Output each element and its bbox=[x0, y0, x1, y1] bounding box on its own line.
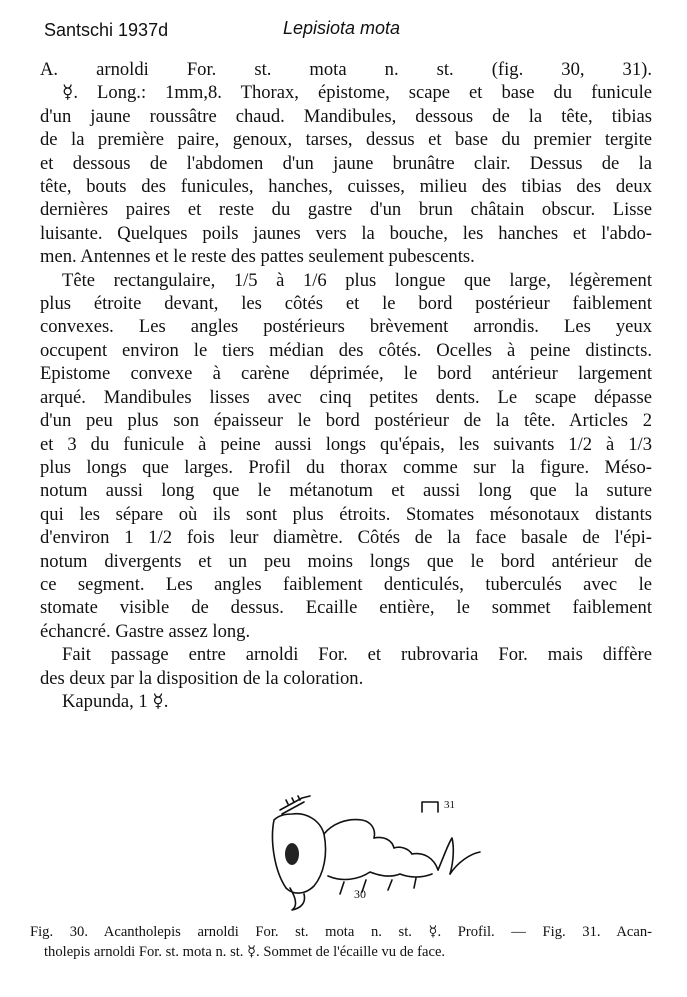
description-text bbox=[40, 58, 652, 713]
source-reference: Santschi 1937d bbox=[44, 20, 169, 40]
text-line: d'un jaune roussâtre chaud. Mandibules, dessous de la tête, tibias bbox=[40, 105, 652, 127]
text-line: tête, bouts des funicules, hanches, cuisses, milieu des tibias des deux bbox=[40, 176, 652, 198]
text-line: occupent environ le tiers médian des côtés. Ocelles à peine distincts. bbox=[40, 339, 652, 361]
text-line: et dessous de l'abdomen d'un jaune brunâtre clair. Dessus de la bbox=[40, 152, 652, 174]
text-line: stomate visible de dessus. Ecaille entière, le sommet faiblement bbox=[40, 597, 652, 619]
text-line: notum divergents et un peu moins longs que le bord antérieur de bbox=[40, 550, 652, 572]
eye-mark bbox=[285, 843, 299, 865]
text-line: qui les sépare où ils sont plus étroits. Stomates mésonotaux distants bbox=[40, 503, 652, 525]
text-line: convexes. Les angles postérieurs brèvement arrondis. Les yeux bbox=[40, 316, 652, 338]
text-line: men. Antennes et le reste des pattes seulement pubescents. bbox=[40, 246, 475, 268]
figure-label-31: 31 bbox=[444, 799, 455, 811]
text-line: d'un peu plus son épaisseur le bord postérieur de la tête. Articles 2 bbox=[40, 410, 652, 432]
text-line: Epistome convexe à carène déprimée, le bord antérieur largement bbox=[40, 363, 652, 385]
caption-line: tholepis arnoldi For. st. mota n. st. ☿. Sommet de l'écaille vu de face. bbox=[44, 944, 446, 960]
text-line: ce segment. Les angles faiblement denticulés, tuberculés avec le bbox=[40, 573, 652, 595]
text-line: échancré. Gastre assez long. bbox=[40, 620, 251, 642]
text-line: d'environ 1 1/2 fois leur diamètre. Côtés de la face basale de l'épi- bbox=[40, 527, 652, 549]
text-line: arqué. Mandibules lisses avec cinq petites dents. Le scape dépasse bbox=[40, 386, 652, 408]
figure-label-30: 30 bbox=[354, 887, 366, 901]
text-line: notum aussi long que le métanotum et aussi long que la suture bbox=[40, 480, 652, 502]
taxon-name: Lepisiota mota bbox=[283, 18, 401, 38]
text-line: et 3 du funicule à peine aussi longs qu'épais, les suivants 1/2 à 1/3 bbox=[40, 433, 652, 455]
figure-caption bbox=[30, 922, 652, 962]
text-line: Kapunda, 1 ☿. bbox=[62, 690, 169, 712]
text-line: luisante. Quelques poils jaunes vers la bouche, les hanches et l'abdo- bbox=[40, 222, 652, 244]
ant-profile-figure bbox=[262, 790, 482, 916]
text-line: plus longs que larges. Profil du thorax comme sur la figure. Méso- bbox=[40, 456, 652, 478]
text-line: Fait passage entre arnoldi For. et rubrovaria For. mais diffère bbox=[62, 644, 652, 666]
text-line: ☿. Long.: 1mm,8. Thorax, épistome, scape et base du funicule bbox=[62, 82, 652, 104]
text-line: de la première paire, genoux, tarses, dessus et base du premier tergite bbox=[40, 129, 652, 151]
text-line: plus étroite devant, les côtés et le bord postérieur faiblement bbox=[40, 293, 652, 315]
text-line: Tête rectangulaire, 1/5 à 1/6 plus longue que large, légèrement bbox=[62, 269, 652, 291]
text-line: des deux par la disposition de la coloration. bbox=[40, 667, 364, 689]
text-line: A. arnoldi For. st. mota n. st. (fig. 30, 31). bbox=[40, 59, 652, 80]
caption-line: Fig. 30. Acantholepis arnoldi For. st. mota n. st. ☿. Profil. — Fig. 31. Acan- bbox=[30, 924, 652, 940]
text-line: dernières paires et reste du gastre d'un brun châtain obscur. Lisse bbox=[40, 199, 652, 221]
